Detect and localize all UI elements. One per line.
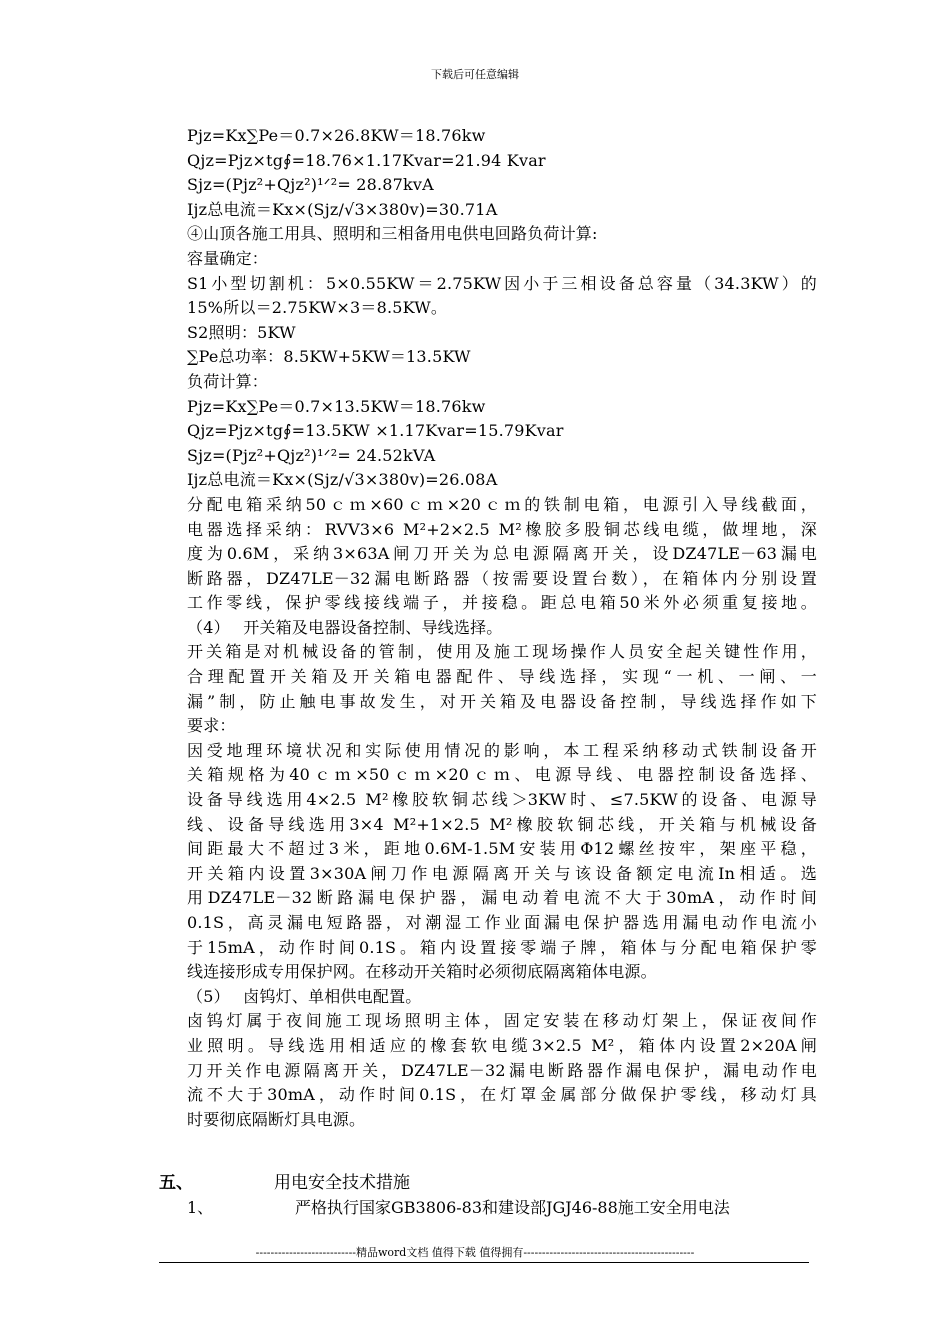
text-line: S2照明：5KW <box>187 322 296 342</box>
text-line: 漏”制，防止触电事故发生，对开关箱及电器设备控制，导线选择作如下 <box>187 691 817 711</box>
body-text <box>187 124 817 1132</box>
text-line: 刀开关作电源隔离开关，DZ47LE－32漏电断路器作漏电保护，漏电动作电 <box>187 1060 817 1080</box>
text-line: 0.1S，高灵漏电短路器，对潮湿工作业面漏电保护器选用漏电动作电流小 <box>187 913 817 932</box>
text-line: 负荷计算： <box>187 371 269 391</box>
page-footer: ---------------------------精品word文档 值得下载 值得拥有---------------------------------------------- <box>255 1246 695 1259</box>
text-line: S1小型切割机：5×0.55KW＝2.75KW因小于三相设备总容量（34.3KW）的 <box>187 273 817 293</box>
text-line: 合理配置开关箱及开关箱电器配件、导线选择，实现“一机、一闸、一 <box>187 667 817 687</box>
page-header: 下载后可任意编辑 <box>431 68 519 81</box>
text-line: Sjz=(Pjz²+Qjz²)¹ᐟ²= 24.52kVA <box>187 445 436 465</box>
text-line: 开关箱是对机械设备的管制，使用及施工现场操作人员安全起关键性作用， <box>187 642 817 662</box>
text-line: Pjz=Kx∑Pe＝0.7×26.8KW＝18.76kw <box>187 126 486 145</box>
text-line: 断路器，DZ47LE－32漏电断路器（按需要设置台数），在箱体内分别设置 <box>187 568 817 588</box>
text-line: 度为0.6M，采纳3×63A闸刀开关为总电源隔离开关，设DZ47LE－63漏电 <box>187 544 817 564</box>
text-line: 线连接形成专用保护网。在移动开关箱时必须彻底隔离箱体电源。 <box>187 962 657 982</box>
subheading-4: （4） 开关箱及电器设备控制、导线选择。 <box>187 617 503 637</box>
text-line: 15%所以＝2.75KW×3＝8.5KW。 <box>187 298 448 318</box>
item-number: 1、 <box>187 1198 214 1217</box>
text-line: 时要彻底隔断灯具电源。 <box>187 1109 366 1129</box>
text-line: 容量确定： <box>187 248 269 268</box>
text-line: 要求： <box>187 716 236 736</box>
text-line: ∑Pe总功率：8.5KW+5KW＝13.5KW <box>187 347 471 367</box>
text-line: 于15mA，动作时间0.1S。箱内设置接零端子牌，箱体与分配电箱保护零 <box>187 937 817 957</box>
section-title: 用电安全技术措施 <box>274 1173 410 1193</box>
text-line: 分配电箱采纳50ｃｍ×60ｃｍ×20ｃｍ的铁制电箱，电源引入导线截面， <box>187 494 817 514</box>
section-heading <box>159 1168 410 1193</box>
text-line: 电器选择采纳：RVV3×6 M²+2×2.5 M²橡胶多股铜芯线电缆，做埋地，深 <box>187 519 817 539</box>
text-line: Ijz总电流＝Kx×(Sjz/√3×380v)=30.71A <box>187 199 498 219</box>
text-line: ④山顶各施工用具、照明和三相备用电供电回路负荷计算: <box>187 224 598 244</box>
text-line: 因受地理环境状况和实际使用情况的影响，本工程采纳移动式铁制设备开 <box>187 740 817 760</box>
text-line: 业照明。导线选用相适应的橡套软电缆3×2.5 M²，箱体内设置2×20A闸 <box>187 1035 817 1055</box>
footer-divider <box>159 1262 809 1263</box>
text-line: 卤钨灯属于夜间施工现场照明主体，固定安装在移动灯架上，保证夜间作 <box>187 1011 817 1031</box>
text-line: 流不大于30mA，动作时间0.1S，在灯罩金属部分做保护零线，移动灯具 <box>187 1085 817 1105</box>
text-line: 线、设备导线选用3×4 M²+1×2.5 M²橡胶软铜芯线，开关箱与机械设备 <box>187 814 817 834</box>
text-line: Qjz=Pjz×tg∮=18.76×1.17Kvar=21.94 Kvar <box>187 150 546 170</box>
text-line: 用DZ47LE－32断路漏电保护器，漏电动着电流不大于30mA，动作时间 <box>187 888 817 908</box>
item-text: 严格执行国家GB3806-83和建设部JGJ46-88施工安全用电法 <box>295 1198 730 1217</box>
text-line: 工作零线，保护零线接线端子，并接稳。距总电箱50米外必须重复接地。 <box>187 593 817 613</box>
text-line: Sjz=(Pjz²+Qjz²)¹ᐟ²= 28.87kvA <box>187 175 434 195</box>
text-line: Qjz=Pjz×tg∮=13.5KW ×1.17Kvar=15.79Kvar <box>187 421 564 441</box>
subheading-5: （5） 卤钨灯、单相供电配置。 <box>187 986 422 1006</box>
text-line: 关箱规格为40ｃｍ×50ｃｍ×20ｃｍ、电源导线、电器控制设备选择、 <box>187 765 817 785</box>
text-line: Pjz=Kx∑Pe＝0.7×13.5KW＝18.76kw <box>187 396 486 416</box>
text-line: 设备导线选用4×2.5 M²橡胶软铜芯线＞3KW时、≤7.5KW的设备、电源导 <box>187 790 817 810</box>
text-line: 开关箱内设置3×30A闸刀作电源隔离开关与该设备额定电流In相适。选 <box>187 863 817 883</box>
section-number: 五、 <box>159 1173 193 1193</box>
list-item <box>187 1195 730 1218</box>
text-line: 间距最大不超过3米，距地0.6M-1.5M安装用Φ12螺丝按牢，架座平稳， <box>187 839 817 859</box>
text-line: Ijz总电流＝Kx×(Sjz/√3×380v)=26.08A <box>187 470 498 490</box>
